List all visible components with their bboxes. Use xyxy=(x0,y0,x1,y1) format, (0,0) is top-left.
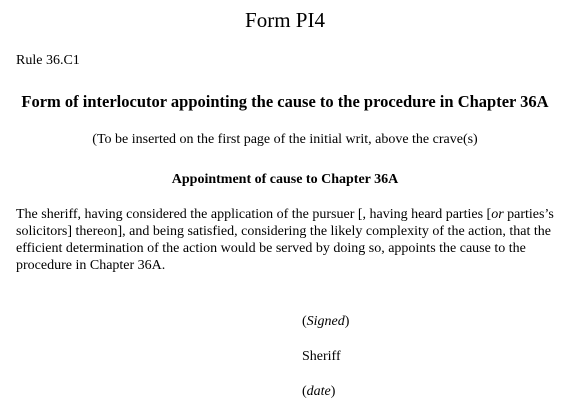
signed-open-paren: ( xyxy=(302,314,307,329)
body-text-or: or xyxy=(491,207,504,222)
date-label: date xyxy=(306,384,331,399)
date-close-paren: ) xyxy=(330,384,336,399)
signed-label: Signed xyxy=(306,314,345,329)
signed-close-paren: ) xyxy=(344,314,350,329)
sub-heading: Appointment of cause to Chapter 36A xyxy=(171,172,399,187)
date-open-paren: ( xyxy=(302,384,307,399)
rule-reference: Rule 36.C1 xyxy=(16,53,80,68)
date-line xyxy=(302,383,335,401)
main-heading: Form of interlocutor appointing the cause to the procedure in Chapter 36A xyxy=(21,92,549,111)
signed-line xyxy=(302,313,349,331)
body-text-part2: parties’s solicitors] thereon], and being satisfied, considering the likely complexity of the action, that the efficient determination of the action would be served by doing so, appoints the cause to the procedure in Chapter 36A. xyxy=(16,207,554,273)
body-paragraph xyxy=(16,206,564,274)
sheriff-line: Sheriff xyxy=(302,349,341,364)
insertion-note: (To be inserted on the first page of the initial writ, above the crave(s) xyxy=(92,132,478,147)
body-text-part1: The sheriff, having considered the application of the pursuer [, having heard parties [ xyxy=(16,207,492,222)
form-title: Form PI4 xyxy=(245,8,325,32)
